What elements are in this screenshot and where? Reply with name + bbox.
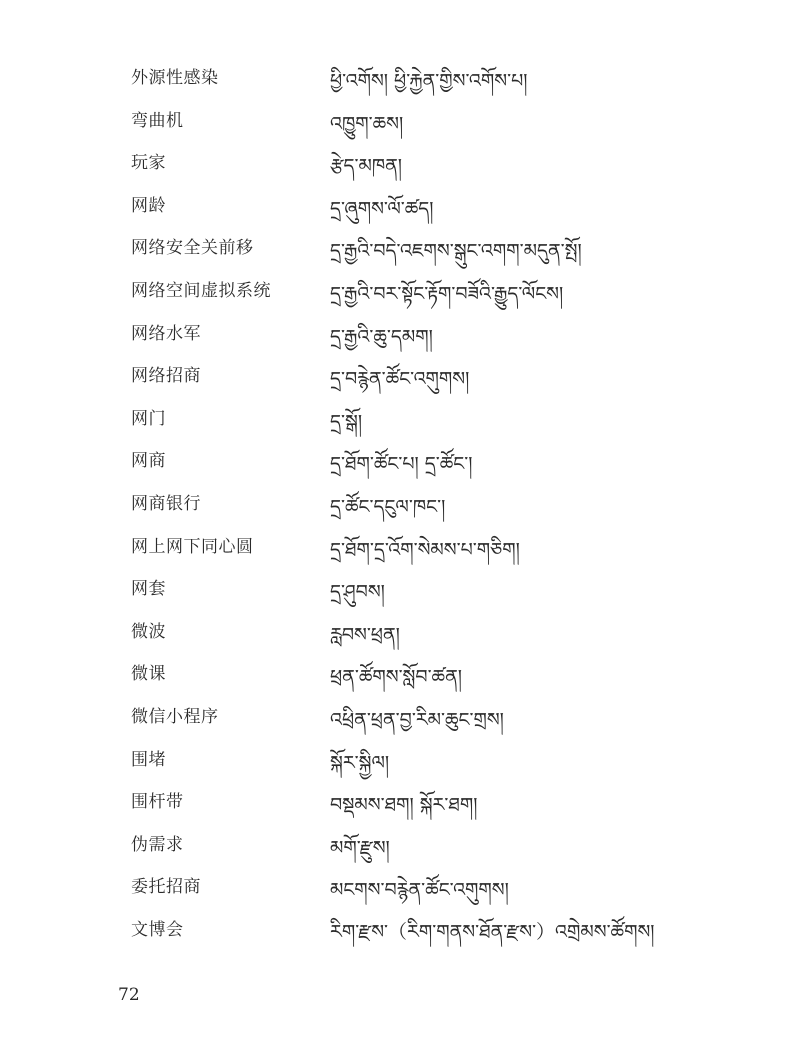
glossary-entry [0,782,792,825]
tibetan-term: སྐོར་སྐྱིལ། [330,751,390,774]
tibetan-term: འཕྲིན་ཕྲན་བྱ་རིམ་ཆུང་གྲས། [330,708,504,731]
tibetan-term: དྲ་ཐོག་དྲ་འོག་སེམས་པ་གཅིག། [330,538,520,561]
glossary-entry [0,484,792,527]
chinese-term: 网门 [131,408,166,429]
chinese-term: 外源性感染 [131,68,219,88]
tibetan-term: འཁྱུག་ཆས། [330,112,404,135]
chinese-term: 微波 [131,621,166,642]
page-number: 72 [118,985,140,1005]
tibetan-term: རྩེད་མཁན། [330,155,403,178]
glossary-entry [0,654,792,697]
tibetan-term: རིག་རྫས་（རིག་གནས་ཐོན་རྫས་）འགྲེམས་ཚོགས། [330,920,655,943]
tibetan-term: ཕྲན་ཚོགས་སློབ་ཚན། [330,666,462,689]
glossary-entry [0,356,792,399]
chinese-term: 网商银行 [131,493,201,514]
chinese-term: 网络安全关前移 [131,238,254,259]
chinese-term: 文博会 [131,919,184,940]
chinese-term: 围堵 [131,749,166,770]
tibetan-term: དྲ་རྒྱའི་བདེ་འཇགས་སྒུང་འགག་མདུན་སྤོ། [330,240,582,263]
glossary-entry [0,867,792,910]
tibetan-term: རླབས་ཕྲན། [330,623,400,646]
chinese-term: 玩家 [131,153,166,174]
tibetan-term: དྲ་བརྙེན་ཚོང་འགུགས། [330,368,470,391]
chinese-term: 网龄 [131,195,166,216]
glossary-entry [0,58,792,101]
chinese-term: 网上网下同心圆 [131,536,254,557]
chinese-term: 网络水军 [131,323,201,344]
glossary-entry [0,186,792,229]
glossary-entry [0,228,792,271]
chinese-term: 网套 [131,579,166,600]
glossary-entry [0,271,792,314]
tibetan-term: དྲ་ཞུགས་ལོ་ཚད། [330,197,434,220]
tibetan-term: དྲ་སྒོ། [330,410,363,433]
glossary-entry [0,441,792,484]
glossary-entry [0,910,792,986]
glossary-entry [0,697,792,740]
tibetan-term: དྲ་ཤུབས། [330,581,385,604]
chinese-term: 围杆带 [131,792,184,813]
glossary-entry [0,825,792,868]
chinese-term: 网络空间虚拟系统 [131,280,271,301]
glossary-entry [0,143,792,186]
chinese-term: 微信小程序 [131,706,219,727]
glossary-entry [0,399,792,442]
chinese-term: 网商 [131,451,166,472]
tibetan-term: ཕྱི་འགོས། ཕྱི་རྐྱེན་གྱིས་འགོས་པ། [330,70,528,92]
glossary-entry [0,101,792,144]
chinese-term: 弯曲机 [131,110,184,131]
glossary-list [0,58,792,986]
tibetan-term: དྲ་ཐོག་ཚོང་པ། དྲ་ཚོང་། [330,453,473,476]
chinese-term: 委托招商 [131,877,201,898]
chinese-term: 伪需求 [131,834,184,855]
tibetan-term: དྲ་རྒྱའི་བར་སྟོང་རྟོག་བཟོའི་རྒྱུད་ལོངས། [330,282,564,305]
glossary-entry [0,314,792,357]
tibetan-term: དྲ་ཚོང་དངུལ་ཁང་། [330,495,446,518]
glossary-entry [0,612,792,655]
tibetan-term: མངགས་བརྙེན་ཚོང་འགུགས། [330,879,509,902]
tibetan-term: མགོ་རྫུས། [330,836,390,859]
glossary-entry [0,569,792,612]
chinese-term: 微课 [131,664,166,685]
glossary-entry [0,740,792,783]
glossary-entry [0,527,792,570]
tibetan-term: དྲ་རྒྱའི་ཆུ་དམག། [330,325,433,348]
chinese-term: 网络招商 [131,366,201,387]
tibetan-term: བསྡམས་ཐག། སྐོར་ཐག། [330,794,478,817]
